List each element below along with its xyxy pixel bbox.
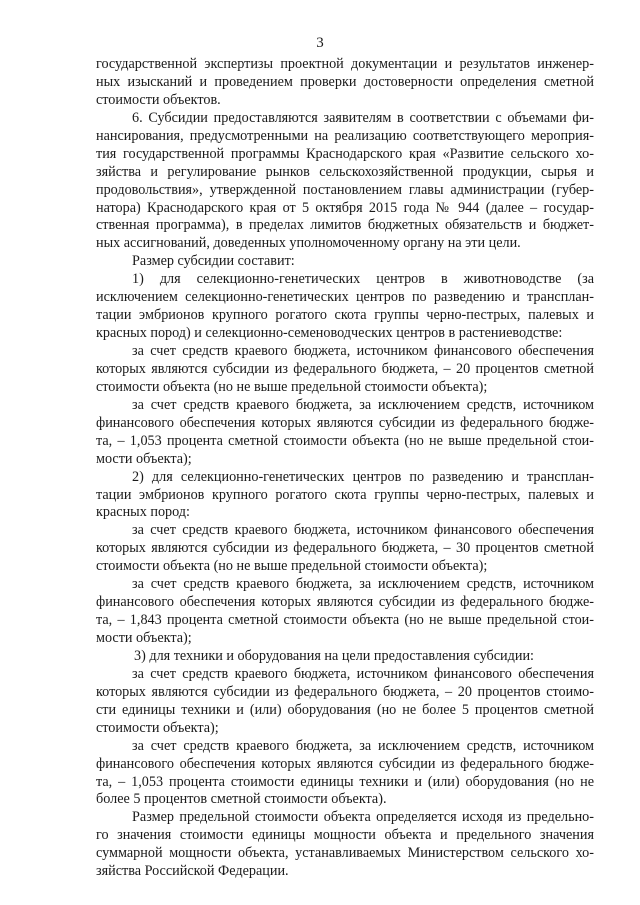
text-line: финансового обеспечения которых являются субсидии из федерального бюдже- <box>96 414 594 431</box>
text-line: более 5 процентов сметной стоимости объекта). <box>96 791 387 808</box>
text-line: натора) Краснодарского края от 5 октября 2015 года № 944 (далее – государ- <box>96 199 594 216</box>
text-line: 6. Субсидии предоставляются заявителям в соответствии с объемами фи- <box>132 109 594 126</box>
text-line: ственная программа), в пределах лимитов бюджетных обязательств и бюджет- <box>96 217 594 234</box>
paragraph-item-3 <box>96 648 594 666</box>
text-line: го значения стоимости единицы мощности объекта и предельного значения <box>96 827 594 844</box>
paragraph-item-3b <box>96 738 594 810</box>
text-line: финансового обеспечения которых являются субсидии из федерального бюдже- <box>96 594 594 611</box>
paragraph-subsidy-size <box>96 253 594 271</box>
text-line: за счет средств краевого бюджета, источником финансового обеспечения <box>132 665 594 682</box>
text-line: зяйства и регулирование рынков сельскохозяйственной продукции, сырья и <box>96 163 594 180</box>
text-line: нансирования, предусмотренными на реализацию соответствующего мероприя- <box>96 127 594 144</box>
paragraph-item-2b <box>96 576 594 648</box>
text-line: за счет средств краевого бюджета, за исключением средств, источником <box>132 396 594 413</box>
text-line: мости объекта); <box>96 450 192 467</box>
text-line: Размер предельной стоимости объекта определяется исходя из предельно- <box>132 809 594 826</box>
paragraph-item-2 <box>96 469 594 523</box>
text-line: Размер субсидии составит: <box>132 253 295 270</box>
text-line: которых являются субсидии из федерального бюджета, – 20 процентов стоимо- <box>96 683 594 700</box>
text-line: красных пород: <box>96 504 190 521</box>
paragraph-limit-cost <box>96 809 594 881</box>
text-line: мости объекта); <box>96 630 192 646</box>
text-line: сти единицы техники и (или) оборудования (но не более 5 процентов сметной <box>96 701 594 718</box>
text-line: финансового обеспечения которых являются субсидии из федерального бюдже- <box>96 755 594 772</box>
text-line: продовольствия», утвержденной постановлением главы администрации (губер- <box>96 181 594 198</box>
text-line: за счет средств краевого бюджета, за исключением средств, источником <box>132 737 594 754</box>
paragraph-continuation <box>96 56 594 110</box>
text-line: стоимости объекта); <box>96 719 219 736</box>
text-line: 2) для селекционно-генетических центров по разведению и трансплан- <box>132 468 594 485</box>
paragraph-6 <box>96 110 594 254</box>
text-line: за счет средств краевого бюджета, источником финансового обеспечения <box>132 522 594 539</box>
text-line: тации эмбрионов крупного рогатого скота группы черно-пестрых, палевых и <box>96 307 594 324</box>
text-line: стоимости объектов. <box>96 91 221 108</box>
text-line: 3) для техники и оборудования на цели предоставления субсидии: <box>134 647 534 664</box>
text-line: государственной экспертизы проектной документации и результатов инженер- <box>96 56 594 72</box>
paragraph-item-2a <box>96 522 594 576</box>
text-line: тия государственной программы Краснодарского края «Развитие сельского хо- <box>96 145 594 162</box>
text-line: стоимости объекта (но не выше предельной стоимости объекта); <box>96 558 488 575</box>
text-line: та, – 1,843 процента сметной стоимости объекта (но не выше предельной стои- <box>96 612 594 629</box>
text-line: суммарной мощности объекта, устанавливаемых Министерством сельского хо- <box>96 845 594 862</box>
paragraph-item-1b <box>96 397 594 469</box>
text-line: та, – 1,053 процента стоимости единицы техники и (или) оборудования (но не <box>96 773 594 790</box>
page-number: 3 <box>316 35 324 51</box>
document-body <box>96 56 594 881</box>
text-line: зяйства Российской Федерации. <box>96 863 289 880</box>
text-line: 1) для селекционно-генетических центров в животноводстве (за <box>132 271 594 288</box>
paragraph-item-1 <box>96 271 594 343</box>
text-line: которых являются субсидии из федерального бюджета, – 20 процентов сметной <box>96 360 594 377</box>
paragraph-item-1a <box>96 343 594 397</box>
text-line: ных ассигнований, доведенных уполномоченному органу на эти цели. <box>96 235 521 252</box>
text-line: за счет средств краевого бюджета, источником финансового обеспечения <box>132 343 594 359</box>
text-line: которых являются субсидии из федерального бюджета, – 30 процентов сметной <box>96 540 594 557</box>
text-line: стоимости объекта (но не выше предельной стоимости объекта); <box>96 378 488 395</box>
text-line: красных пород) и селекционно-семеноводческих центров в растениеводстве: <box>96 325 563 342</box>
text-line: исключением селекционно-генетических центров по разведению и трансплан- <box>96 289 594 306</box>
text-line: та, – 1,053 процента сметной стоимости объекта (но не выше предельной стои- <box>96 432 594 449</box>
paragraph-item-3a <box>96 666 594 738</box>
text-line: тации эмбрионов крупного рогатого скота группы черно-пестрых, палевых и <box>96 486 594 503</box>
text-line: за счет средств краевого бюджета, за исключением средств, источником <box>132 576 594 593</box>
text-line: ных изысканий и проведением проверки достоверности определения сметной <box>96 73 594 90</box>
